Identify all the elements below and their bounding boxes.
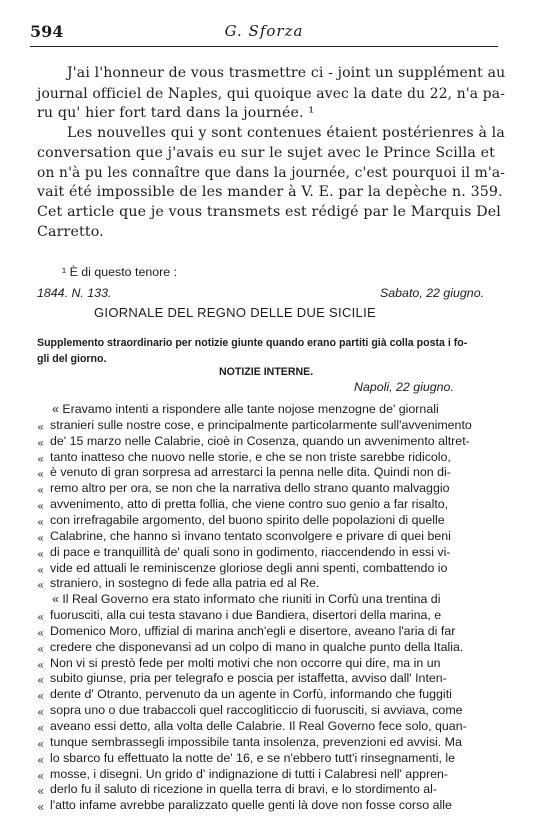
quote-line: aveano essi detto, alla volta delle Calabrie. Il Real Governo fece solo, quan- [50, 719, 467, 733]
quote-mark: « [37, 531, 45, 545]
quote-mark: « [37, 436, 45, 450]
page-number: 594 [30, 22, 64, 41]
page-header [30, 20, 498, 44]
supplement-line: Supplemento straordinario per notizie giunte quando erano partiti già colla posta i fo- [37, 337, 468, 349]
journal-title: GIORNALE DEL REGNO DELLE DUE SICILIE [94, 305, 376, 320]
issue-number: 1844. N. 133. [37, 286, 112, 300]
quote-mark: « [37, 673, 45, 687]
quote-line: Calabrine, che hanno sì invano tentato sconvolgere e privare di quei beni [50, 529, 451, 543]
issue-date: Sabato, 22 giugno. [380, 286, 485, 300]
quote-line: tunque sembrassegli impossibile tanta insolenza, prevenzioni ed avvisi. Ma [50, 735, 462, 749]
quote-line: avvenimento, atto di pretta follia, che viene contro suo genio a far risalto, [50, 497, 449, 511]
header-rule [30, 46, 498, 47]
quote-line: stranieri sulle nostre cose, e principalmente particolarmente sull'avvenimento [50, 418, 472, 432]
quote-mark: « [37, 578, 45, 592]
footnote-intro: ¹ È di questo tenore : [62, 265, 178, 279]
quote-line: con irrefragabile argomento, del buono spirito delle popolazioni di quelle [50, 513, 445, 527]
letter-line: conversation que j'avais eu sur le sujet avec le Prince Scilla et [37, 145, 496, 161]
quote-line: de' 15 marzo nelle Calabrie, cioè in Cosenza, quando un avvenimento altret- [50, 434, 470, 448]
quote-line: remo altro per ora, se non che la narrativa dello strano quanto malvaggio [50, 481, 450, 495]
quote-line: « Il Real Governo era stato informato che riuniti in Corfù una trentina di [52, 592, 441, 606]
quote-mark: « [37, 642, 45, 656]
quote-line: dente d' Otranto, pervenuto da un agente in Corfù, informando che fuggiti [50, 687, 452, 701]
letter-line: Les nouvelles qui y sont contenues étaient postérienres à la [67, 125, 505, 141]
quote-mark: « [37, 420, 45, 434]
quote-mark: « [37, 753, 45, 767]
quote-line: l'atto infame avrebbe paralizzato quelle genti là dove non fosse corso alle [50, 798, 452, 812]
quote-mark: « [37, 499, 45, 513]
letter-line: Carretto. [37, 224, 104, 240]
letter-line: ru qu' hier fort tard dans la journée. ¹ [37, 105, 315, 121]
quote-mark: « [37, 705, 45, 719]
letter-line: journal officiel de Naples, qui quoique avec la date du 22, n'a pa- [37, 86, 506, 102]
quote-line: straniero, in sostegno di fede alla patria ed al Re. [50, 576, 320, 590]
quote-line: derlo fu il saluto di ricezione in quella terra di bravi, e lo stordimento al- [50, 782, 438, 796]
section-title: NOTIZIE INTERNE. [219, 366, 314, 378]
quote-mark: « [37, 515, 45, 529]
letter-line: vait été impossible de les mander à V. E. par la depèche n. 359. [37, 184, 503, 200]
quote-mark: « [37, 721, 45, 735]
quote-line: fuorusciti, alla cui testa stavano i due Bandiera, disertori della marina, e [50, 608, 442, 622]
quote-mark: « [37, 784, 45, 798]
quote-line: tanto inatteso che nuovo nelle storie, e che se non triste sarebbe ridicolo, [50, 450, 451, 464]
dateline: Napoli, 22 giugno. [354, 380, 454, 394]
quote-line: Non vi si prestò fede per molti motivi che non occorre qui dire, ma in un [50, 656, 441, 670]
quote-line: « Eravamo intenti a rispondere alle tante nojose menzogne de' giornali [52, 402, 439, 416]
supplement-line: gli del giorno. [37, 353, 107, 365]
quote-line: è venuto di gran sorpresa ad arrestarci la penna nelle dita. Quindi non di- [50, 465, 451, 479]
quote-line: mosse, i disegni. Un grido d' indignazione di tutti i Calabresi nell' appren- [50, 767, 449, 781]
quote-mark: « [37, 467, 45, 481]
quote-line: subito giunse, pria per telegrafo e poscia per istaffetta, avviso dall' Inten- [50, 671, 447, 685]
letter-line: on n'à pu les connaître que dans la journée, c'est pourquoi il m'a- [37, 165, 506, 181]
quote-mark: « [37, 452, 45, 466]
letter-line: J'ai l'honneur de vous trasmettre ci - joint un supplément au [67, 65, 506, 81]
quote-line: lo sbarco fu effettuato la notte de' 16, e se n'ebbero tutt'i rinsegnamenti, le [50, 751, 456, 765]
quote-mark: « [37, 563, 45, 577]
quote-mark: « [37, 800, 45, 814]
quote-mark: « [37, 737, 45, 751]
quote-line: sopra uno o due trabaccoli quel raccoglitìccio di fuorusciti, si avviava, come [50, 703, 463, 717]
quote-line: Domenico Moro, uffizial di marina anch'egli e disertore, aveano l'aria di far [50, 624, 456, 638]
quote-mark: « [37, 689, 45, 703]
letter-line: Cet article que je vous transmets est rédigé par le Marquis Del [37, 204, 501, 220]
quote-line: vide ed attuali le reminiscenze gloriose degli anni spenti, combattendo io [50, 561, 448, 575]
quote-line: di pace e tranquillità de' quali sono in godimento, riaccendendo in essi vi- [50, 545, 451, 559]
running-head: G. Sforza [224, 22, 304, 40]
quote-mark: « [37, 547, 45, 561]
quote-mark: « [37, 610, 45, 624]
quote-mark: « [37, 626, 45, 640]
quote-mark: « [37, 769, 45, 783]
quote-mark: « [37, 658, 45, 672]
quote-mark: « [37, 483, 45, 497]
quote-line: credere che disponevansi ad un colpo di mano in qualche punto della Italia. [50, 640, 464, 654]
